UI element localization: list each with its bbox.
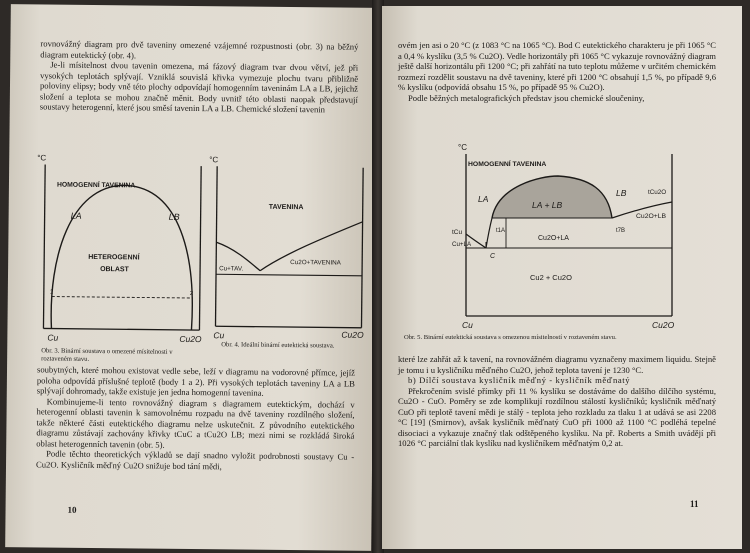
fig3-point-2: 2	[189, 290, 194, 298]
fig5-mix: LA + LB	[532, 200, 563, 210]
fig5-t7b: t7B	[616, 228, 626, 234]
fig4-x-right: Cu2O	[341, 329, 364, 340]
fig5-x-left: Cu	[462, 320, 473, 330]
fig5-la: LA	[478, 194, 489, 204]
fig3-la: LA	[70, 210, 82, 221]
fig5-y-label: °C	[458, 143, 467, 152]
fig5-cu2o-la: Cu2O+LA	[538, 235, 569, 242]
right-heading-b: b) Dílčí soustava kysličník měďný - kysličník měďnatý	[408, 375, 631, 385]
fig4-caption: Obr. 4. Ideální binární eutektická soustava.	[221, 341, 335, 350]
right-para-1: ovém jen asi o 20 °C (z 1083 °C na 1065 °C). Bod C eutektického charakteru je při 1065 °C a 0,4 % kyslíku (3,5 % Cu2O). Vedle horizontály při 1065 °C vykazuje rovnovážný diagram ještě další horizontálu při 1200 °C; při zahřátí na tuto teplotu můžeme v určitém chemickém rozmezí rozdělit soustavu na dvě taveniny, které při 1200 °C obsahují 1,5 %, po případě 9,6 % kyslíku (odpovídá obsahu 15 %, po případě 95 % Cu2O).	[398, 40, 716, 92]
fig4-x-left: Cu	[213, 330, 225, 341]
left-text-bottom	[36, 364, 355, 472]
fig3-lb: LB	[168, 211, 180, 222]
fig5-c: C	[490, 253, 496, 260]
fig5-cu2o-lb: Cu2O+LB	[636, 213, 667, 220]
right-para-2: Podle běžných metalografických představ jsou chemické sloučeniny,	[408, 92, 645, 103]
fig3-x-right: Cu2O	[179, 333, 202, 345]
fig5-cu-cu2o: Cu2 + Cu2O	[530, 273, 572, 282]
right-text-top	[398, 40, 716, 103]
right-page-number: 11	[690, 499, 699, 509]
fig4-y-label: °C	[209, 155, 219, 165]
fig5-x-right: Cu2O	[652, 320, 675, 330]
left-para-4: Kombinujeme-li tento rovnovážný diagram s diagramem eutektickým, dochází v heterogenní oblasti tavenin k samovolnému rozpadu na dvě taveniny rozdílného složení, takže některé části eutektického diagramu nelze uskutečnit. Z původního eutektického diagramu zůstávají zachovány křivky tCuC a tCu2O LB; mezi nimi se rozkládá široká oblast heterogenních tavenin (obr. 5).	[36, 395, 355, 450]
figure-4	[203, 148, 375, 350]
left-para-2: Je-li mísitelnost dvou tavenin omezena, má fázový diagram tvar dvou větví, jež při vysokých teplotách splývají. Vzniklá souvislá křivka vymezuje plochu tvaru přibližně poloviny elipsy; body vně této plochy odpovídají homogenním taveninám LA a LB, jejichž složení a teplota se mohou značně měnit. Body uvnitř této oblasti naopak představují soustavy heterogenní, které jsou směsí tavenin LA a LB. Chemické složení tavenin	[39, 59, 359, 115]
fig5-region-top: HOMOGENNÍ TAVENINA	[468, 161, 547, 168]
right-para-4: Překročením svislé přímky při 11 % kyslíku se dostáváme do dalšího dílčího systému, Cu2O - CuO. Poměry se zde komplikují rozdílnou stálostí kysličníků; kysličník měďnatý CuO při teplotě tavení mědi je stálý - teplota jeho rozkladu za tlaku 1 at udává se asi 2208 °C [19] (Smirnov), avšak kysličník měďnatý CuO při 1000 až 1100 °C podléhá tepelné disociaci a vykazuje značný tlak odštěpeného kyslíku. Na př. Roberts a Smith uvádějí při 1026 °C parciální tlak kyslíku nad kysličníkem měďnatým 0,2 at.	[398, 385, 716, 448]
fig3-x-left: Cu	[47, 332, 59, 343]
left-para-5: Podle těchto theoretických výkladů se dají snadno vyložit podrobnosti soustavy Cu - Cu2O. Kysličník měďný Cu2O snižuje bod tání mědi,	[35, 448, 355, 471]
right-para-3: které lze zahřát až k tavení, na rovnovážném diagramu vyznačeny maximem liquidu. Stejně je tomu i u kysličníku měďného Cu2O, jehož teplota tavení je 1230 °C.	[398, 354, 716, 375]
fig3-point-1: 1	[49, 289, 54, 296]
fig5-caption: Obr. 5. Binární eutektická soustava s omezenou mísitelností v roztaveném stavu.	[404, 334, 617, 341]
left-para-1: rovnovážný diagram pro dvě taveniny omezené vzájemné rozpustnosti (obr. 3) na běžný diagram eutektický (obr. 4).	[40, 38, 359, 60]
figure-3	[29, 146, 221, 358]
fig3-region-top: HOMOGENNÍ TAVENINA	[56, 181, 136, 190]
left-page-number: 10	[67, 504, 77, 515]
fig5-tcu2o: tCu2O	[648, 189, 667, 196]
figure-5	[450, 136, 690, 332]
left-page	[5, 4, 377, 551]
fig5-lb: LB	[616, 188, 627, 198]
fig3-y-label: °C	[37, 153, 47, 163]
fig4-right-label: Cu2O+TAVENINA	[290, 259, 341, 267]
left-text-top	[40, 38, 359, 115]
left-para-3: soubytných, které mohou existovat vedle sebe, leží v diagramu na vodorovné přímce, jejíž poloha odpovídá příslušné teplotě (body 1 a 2). Při vysokých teplotách taveniny LA a LB splývají dohromady, takže existuje jen jedna homogenní tavenina.	[36, 364, 356, 398]
fig5-cu-la: Cu+LA	[452, 241, 472, 248]
fig4-left-label: Cu+TAV.	[219, 265, 244, 273]
fig3-caption: Obr. 3. Binární soustava o omezené mísitelnosti v roztaveném stavu.	[41, 347, 173, 363]
right-text-bottom	[398, 354, 716, 449]
fig5-tcu: tCu	[452, 229, 463, 236]
fig3-region-mid-2: OBLAST	[100, 266, 129, 274]
fig4-region-top: TAVENINA	[268, 203, 304, 212]
fig3-region-mid-1: HETEROGENNÍ	[88, 253, 140, 262]
right-page	[382, 6, 742, 549]
fig5-t1a: t1A	[496, 228, 506, 234]
